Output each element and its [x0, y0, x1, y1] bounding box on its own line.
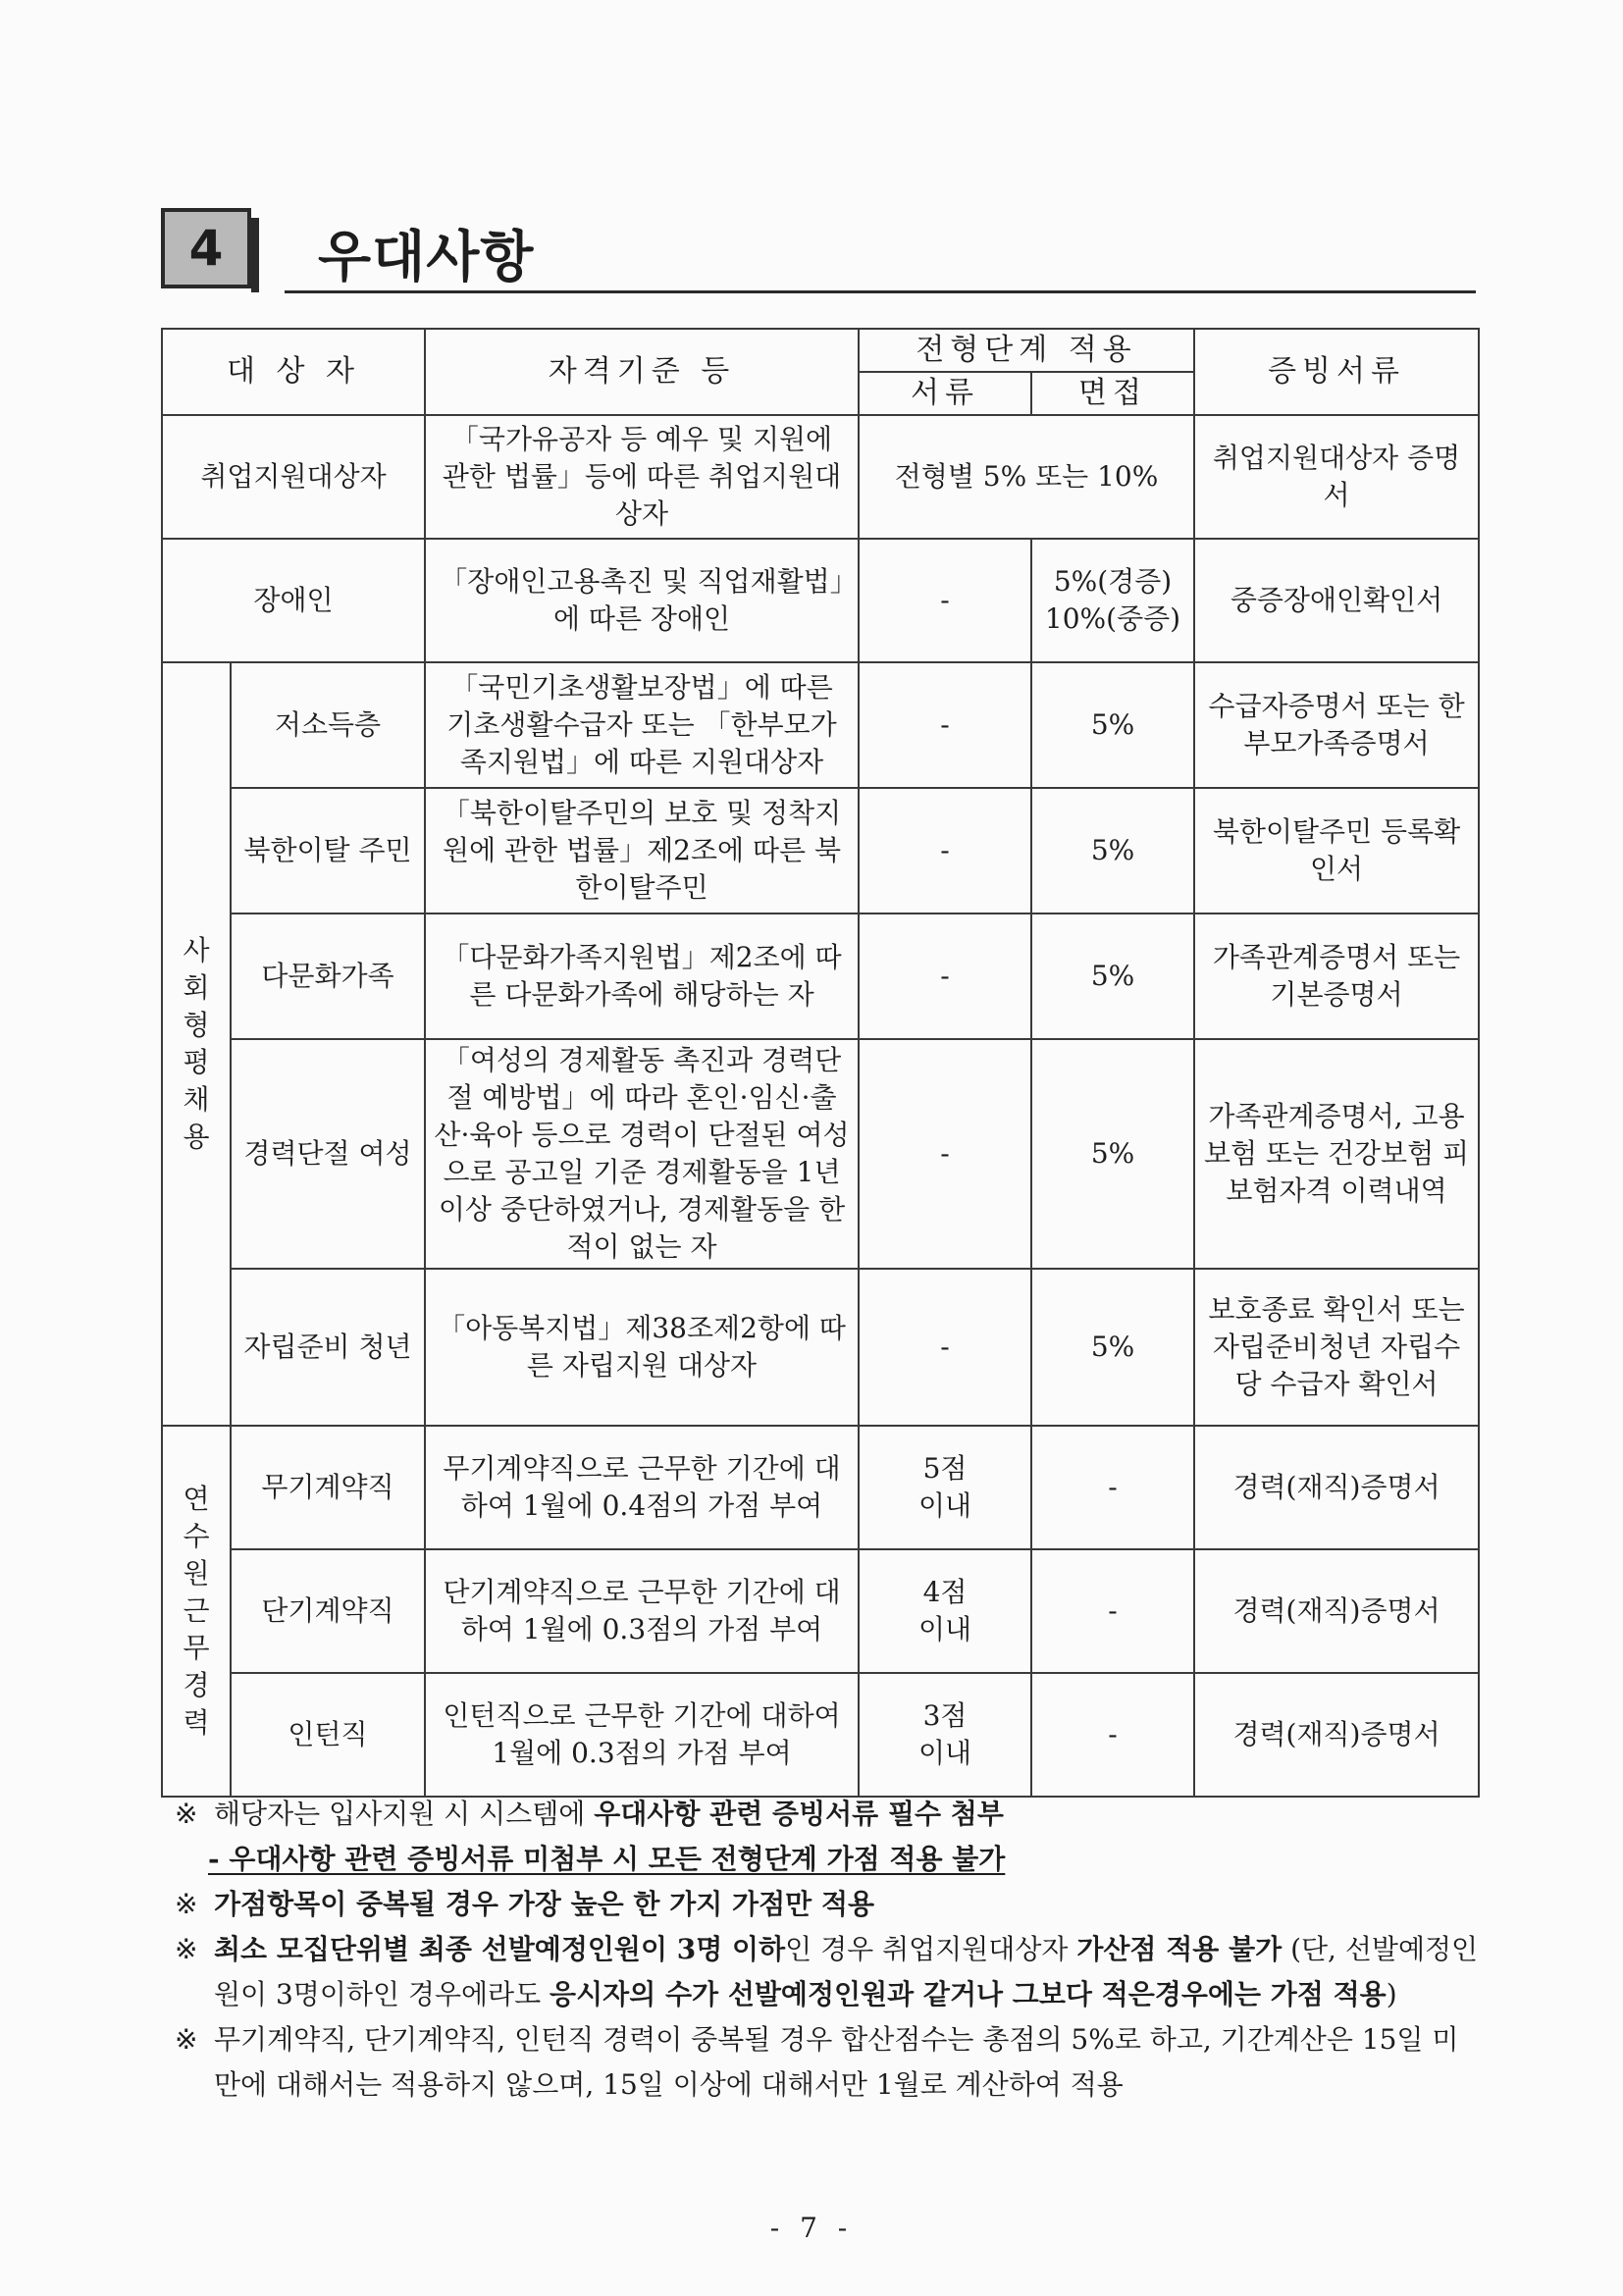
target-cell: 무기계약직: [231, 1426, 425, 1549]
note-3-part-e: 응시자의 수가 선발예정인원과 같거나 그보다 적은경우에는 가점 적용: [550, 1978, 1387, 2010]
document-stage-cell: -: [859, 1039, 1031, 1269]
document-stage-cell: 5점 이내: [859, 1426, 1031, 1549]
note-1-text: 해당자는 입사지원 시 시스템에: [214, 1798, 595, 1830]
note-3-part-b: 인 경우 취업지원대상자: [785, 1933, 1077, 1965]
notes-section: [175, 1792, 1480, 2108]
header-criteria: 자격기준 등: [425, 329, 859, 415]
table-row: [162, 788, 1479, 913]
interview-stage-cell: 5%: [1031, 788, 1194, 913]
table-row: [162, 1039, 1479, 1269]
target-cell: 다문화가족: [231, 913, 425, 1039]
header-proof: 증빙서류: [1194, 329, 1479, 415]
table-row: [162, 662, 1479, 788]
target-cell: 경력단절 여성: [231, 1039, 425, 1269]
header-target: 대 상 자: [162, 329, 425, 415]
interview-stage-cell: 5%: [1031, 913, 1194, 1039]
criteria-cell: 「여성의 경제활동 촉진과 경력단절 예방법」에 따라 혼인·임신·출산·육아 등으로 경력이 단절된 여성으로 공고일 기준 경제활동을 1년 이상 중단하였거나, 경제활동을 한 적이 없는 자: [425, 1039, 859, 1269]
section-header: [161, 208, 1476, 290]
document-stage-cell: -: [859, 913, 1031, 1039]
proof-cell: 보호종료 확인서 또는 자립준비청년 자립수당 수급자 확인서: [1194, 1269, 1479, 1426]
proof-cell: 수급자증명서 또는 한부모가족증명서: [1194, 662, 1479, 788]
criteria-cell: 「국민기초생활보장법」에 따른 기초생활수급자 또는 「한부모가족지원법」에 따른 지원대상자: [425, 662, 859, 788]
criteria-cell: 인턴직으로 근무한 기간에 대하여 1월에 0.3점의 가점 부여: [425, 1673, 859, 1797]
section-number: 4: [161, 208, 251, 288]
document-stage-cell: -: [859, 539, 1031, 662]
note-2-text: 가점항목이 중복될 경우 가장 높은 한 가지 가점만 적용: [214, 1888, 875, 1920]
preference-table: [161, 328, 1480, 1798]
table-row: [162, 913, 1479, 1039]
note-1-sub-text: - 우대사항 관련 증빙서류 미첨부 시 모든 전형단계 가점 적용 불가: [208, 1843, 1006, 1875]
header-interview-stage: 면접: [1031, 372, 1194, 415]
table-row: [162, 1426, 1479, 1549]
note-4-text: 무기계약직, 단기계약직, 인턴직 경력이 중복될 경우 합산점수는 총점의 5%로 하고, 기간계산은 15일 미만에 대해서는 적용하지 않으며, 15일 이상에 대해서만 1월로 계산하여 적용: [214, 2023, 1459, 2101]
interview-stage-cell: 5%(경증) 10%(중증): [1031, 539, 1194, 662]
table-row: [162, 1673, 1479, 1797]
interview-stage-cell: -: [1031, 1426, 1194, 1549]
target-cell: 장애인: [162, 539, 425, 662]
interview-stage-cell: 5%: [1031, 662, 1194, 788]
proof-cell: 북한이탈주민 등록확인서: [1194, 788, 1479, 913]
criteria-cell: 단기계약직으로 근무한 기간에 대하여 1월에 0.3점의 가점 부여: [425, 1549, 859, 1673]
header-documents-stage: 서류: [859, 372, 1031, 415]
proof-cell: 가족관계증명서, 고용보험 또는 건강보험 피보험자격 이력내역: [1194, 1039, 1479, 1269]
page-number: - 7 -: [769, 2212, 854, 2244]
proof-cell: 경력(재직)증명서: [1194, 1549, 1479, 1673]
document-stage-cell: -: [859, 788, 1031, 913]
note-1-sub: [175, 1837, 1480, 1882]
note-3-part-c: 가산점 적용 불가: [1076, 1933, 1283, 1965]
target-cell: 자립준비 청년: [231, 1269, 425, 1426]
note-mark: ※: [175, 1888, 198, 1920]
document-stage-cell: 4점 이내: [859, 1549, 1031, 1673]
proof-cell: 경력(재직)증명서: [1194, 1673, 1479, 1797]
note-mark: ※: [175, 2023, 198, 2056]
note-3: [175, 1927, 1480, 2017]
document-stage-cell: -: [859, 662, 1031, 788]
interview-stage-cell: -: [1031, 1549, 1194, 1673]
note-3-part-a: 최소 모집단위별 최종 선발예정인원이 3명 이하: [214, 1933, 786, 1965]
interview-stage-cell: 5%: [1031, 1269, 1194, 1426]
note-1: [175, 1792, 1480, 1837]
stage-merged-cell: 전형별 5% 또는 10%: [859, 415, 1194, 539]
criteria-cell: 「장애인고용촉진 및 직업재활법」에 따른 장애인: [425, 539, 859, 662]
proof-cell: 가족관계증명서 또는 기본증명서: [1194, 913, 1479, 1039]
note-4: [175, 2017, 1480, 2108]
proof-cell: 취업지원대상자 증명서: [1194, 415, 1479, 539]
note-mark: ※: [175, 1933, 198, 1965]
target-cell: 저소득층: [231, 662, 425, 788]
document-stage-cell: -: [859, 1269, 1031, 1426]
criteria-cell: 무기계약직으로 근무한 기간에 대하여 1월에 0.4점의 가점 부여: [425, 1426, 859, 1549]
group-research-label: 연 수 원 근 무 경 력: [162, 1426, 231, 1797]
table-row: [162, 539, 1479, 662]
criteria-cell: 「아동복지법」제38조제2항에 따른 자립지원 대상자: [425, 1269, 859, 1426]
note-2: [175, 1882, 1480, 1927]
proof-cell: 중증장애인확인서: [1194, 539, 1479, 662]
proof-cell: 경력(재직)증명서: [1194, 1426, 1479, 1549]
note-1-emphasis: 우대사항 관련 증빙서류 필수 첨부: [594, 1798, 1004, 1830]
target-cell: 취업지원대상자: [162, 415, 425, 539]
header-stage: 전형단계 적용: [859, 329, 1194, 372]
section-title: 우대사항: [318, 226, 535, 289]
target-cell: 인턴직: [231, 1673, 425, 1797]
interview-stage-cell: 5%: [1031, 1039, 1194, 1269]
criteria-cell: 「다문화가족지원법」제2조에 따른 다문화가족에 해당하는 자: [425, 913, 859, 1039]
note-mark: ※: [175, 1798, 198, 1830]
criteria-cell: 「북한이탈주민의 보호 및 정착지원에 관한 법률」제2조에 따른 북한이탈주민: [425, 788, 859, 913]
note-3-part-f: ): [1386, 1978, 1397, 2010]
table-row: [162, 1269, 1479, 1426]
criteria-cell: 「국가유공자 등 예우 및 지원에 관한 법률」등에 따른 취업지원대상자: [425, 415, 859, 539]
table-row: [162, 1549, 1479, 1673]
note-3-part-d: (단, 선발예정인원이 3명이하인 경우에라도: [214, 1933, 1479, 2010]
document-stage-cell: 3점 이내: [859, 1673, 1031, 1797]
group-social-label: 사 회 형 평 채 용: [162, 662, 231, 1426]
section-underline: [285, 290, 1476, 293]
target-cell: 북한이탈 주민: [231, 788, 425, 913]
target-cell: 단기계약직: [231, 1549, 425, 1673]
interview-stage-cell: -: [1031, 1673, 1194, 1797]
table-row: [162, 415, 1479, 539]
